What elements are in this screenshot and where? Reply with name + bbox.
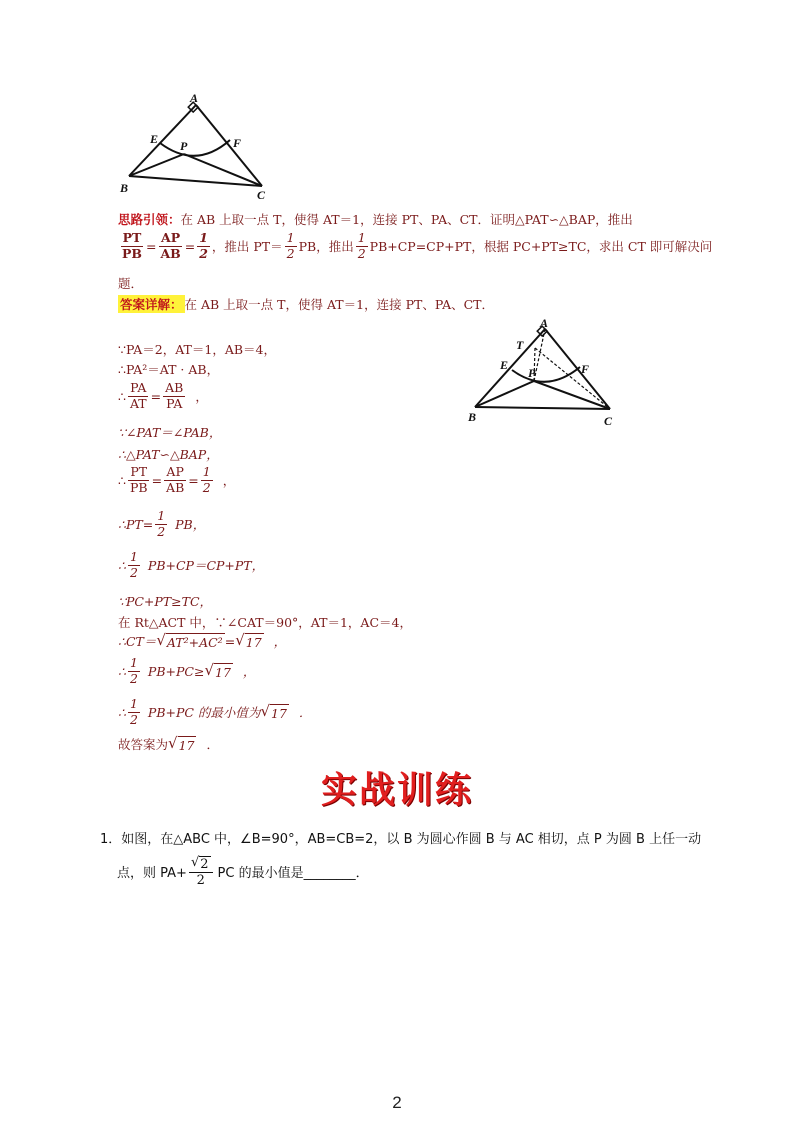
step-11: ∴CT＝ √ AT²+AC² = √ 17 ， — [118, 630, 287, 650]
step-8: ∴ $\frac{1}{2}$ PB+CP＝CP+PT， — [118, 549, 265, 580]
fig2-label-P: P — [528, 366, 536, 380]
label-E: E — [150, 132, 159, 146]
sqrt-17-d: √ 17 — [168, 733, 195, 753]
frac-half-c: $\frac{1}{2}$ — [129, 549, 138, 580]
hint-line-3: 题． — [118, 276, 144, 291]
step-1: ∵PA＝2，AT＝1，AB＝4， — [118, 342, 276, 357]
frac-pa-at: $\frac{PA}{AT}$ — [129, 380, 147, 411]
answer-label: 答案详解： — [120, 297, 183, 312]
sqrt-at-ac: √ AT²+AC² — [156, 630, 223, 650]
frac-ap-ab: $\frac{AP}{AB}$ — [166, 464, 185, 495]
step-4: ∵∠PAT＝∠PAB， — [118, 425, 222, 440]
hint-frac-half-2: $\frac{1}{2}$ — [286, 230, 295, 261]
question-1-line-1: 1．如图，在△ABC 中，∠B=90°，AB=CB=2，以 B 为圆心作圆 B 与 AC 相切，点 P 为圆 B 上任一动 — [100, 832, 702, 847]
hint-text-2b: PB，推出 — [298, 239, 354, 254]
hint-text-1: 在 AB 上取一点 T，使得 AT＝1，连接 PT、PA、CT．证明△PAT∽△BAP，推出 — [180, 212, 633, 227]
frac-half-b: $\frac{1}{2}$ — [157, 508, 166, 539]
fig2-label-B: B — [468, 410, 477, 424]
frac-sqrt2-over-2: √ 2 2 — [189, 856, 213, 887]
fig2-label-C: C — [604, 414, 613, 428]
figure-triangle-1 — [112, 88, 282, 203]
step-7: ∴PT= $\frac{1}{2}$ PB， — [118, 508, 206, 539]
label-F: F — [233, 136, 242, 150]
step-13: ∴ $\frac{1}{2}$ PB+PC 的最小值为 √ 17 ． — [118, 696, 312, 727]
hint-text-2c: PB+CP=CP+PT，根据 PC+PT≥TC，求出 CT 即可解决问 — [369, 239, 713, 254]
frac-half-e: $\frac{1}{2}$ — [129, 696, 138, 727]
answer-blank[interactable]: ________． — [303, 866, 369, 881]
step-3: ∴ $\frac{PA}{AT}$ = $\frac{AB}{PA}$ ， — [118, 380, 208, 411]
hint-line-2: $\frac{PT}{PB}$ = $\frac{AP}{AB}$ = $\frac{1}{2}$ ，推出 PT＝ $\frac{1}{2}$ PB，推出 $\frac{1}{2}$ PB+CP=CP+PT，根据 PC+PT≥TC，求出 CT 即可解决问 — [122, 230, 713, 261]
hint-text-2a: ，推出 PT＝ — [211, 239, 283, 254]
sqrt-17-c: √ 17 — [260, 701, 287, 721]
step-6: ∴ $\frac{PT}{PB}$ = $\frac{AP}{AB}$ = $\frac{1}{2}$ ， — [118, 464, 236, 495]
fig2-label-E: E — [500, 358, 509, 372]
page-number: 2 — [392, 1093, 402, 1112]
hint-frac-half: $\frac{1}{2}$ — [199, 230, 208, 261]
hint-frac-ap-ab: $\frac{AP}{AB}$ — [160, 230, 181, 261]
fig2-label-F: F — [581, 362, 590, 376]
frac-pt-pb: $\frac{PT}{PB}$ — [129, 464, 148, 495]
step-2: ∴PA²＝AT · AB， — [118, 362, 220, 377]
question-1-line-2: 点，则 PA+ √ 2 2 PC 的最小值是 ________． — [117, 855, 369, 888]
step-5: ∴△PAT∽△BAP， — [118, 447, 219, 462]
step-14: 故答案为 √ 17 ． — [118, 733, 219, 753]
figure-triangle-2 — [462, 315, 622, 430]
frac-ab-pa: $\frac{AB}{PA}$ — [165, 380, 184, 411]
answer-line-1 — [118, 295, 494, 313]
section-title: 实战训练 — [320, 770, 473, 811]
answer-text-1: 在 AB 上取一点 T，使得 AT＝1，连接 PT、PA、CT． — [184, 297, 495, 312]
label-B: B — [120, 181, 129, 195]
fig2-label-T: T — [516, 338, 524, 352]
fig2-label-A: A — [540, 316, 549, 330]
sqrt-17-a: √ 17 — [235, 630, 262, 650]
hint-label: 思路引领： — [118, 212, 181, 227]
hint-frac-half-3: $\frac{1}{2}$ — [357, 230, 366, 261]
hint-frac-pt-pb: $\frac{PT}{PB}$ — [122, 230, 142, 261]
hint-line-1 — [118, 210, 633, 228]
label-A: A — [190, 91, 199, 105]
sqrt-17-b: √ 17 — [204, 660, 231, 680]
label-P: P — [180, 139, 188, 153]
label-C: C — [257, 188, 266, 202]
frac-half-a: $\frac{1}{2}$ — [202, 464, 211, 495]
step-12: ∴ $\frac{1}{2}$ PB+PC≥ √ 17 ， — [118, 655, 256, 686]
step-9: ∵PC+PT≥TC， — [118, 594, 213, 609]
frac-half-d: $\frac{1}{2}$ — [129, 655, 138, 686]
step-10: 在 Rt△ACT 中，∵∠CAT＝90°，AT＝1，AC＝4， — [118, 615, 412, 630]
